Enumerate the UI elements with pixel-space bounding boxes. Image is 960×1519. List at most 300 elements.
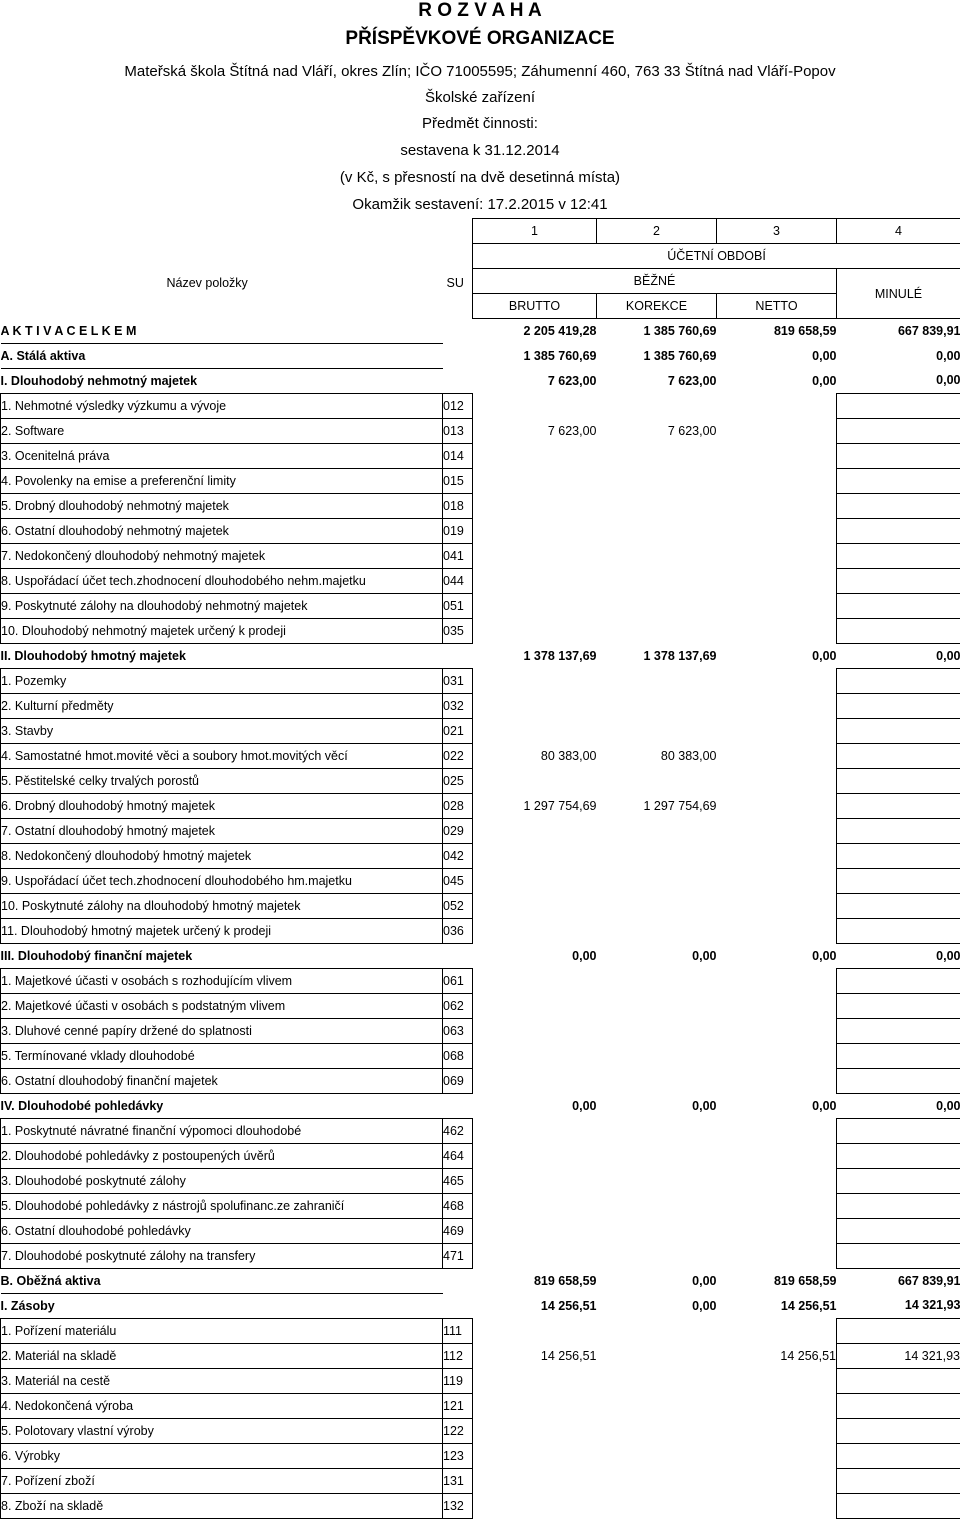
table-row xyxy=(1,1218,960,1243)
row-su: 044 xyxy=(443,568,473,593)
row-korekce: 7 623,00 xyxy=(597,368,717,393)
row-su: 068 xyxy=(443,1043,473,1068)
row-korekce xyxy=(597,1168,717,1193)
compiled-date-line: sestavena k 31.12.2014 xyxy=(0,142,960,160)
row-previous xyxy=(837,718,960,743)
row-su: 028 xyxy=(443,793,473,818)
row-netto xyxy=(717,593,837,618)
row-name: 3. Dlouhodobé poskytnuté zálohy xyxy=(1,1168,443,1193)
korekce-header: KOREKCE xyxy=(597,294,717,319)
row-previous: 0,00 xyxy=(837,368,960,393)
row-name: 4. Povolenky na emise a preferenční limity xyxy=(1,468,443,493)
row-netto xyxy=(717,1068,837,1093)
row-netto xyxy=(717,543,837,568)
column-header-su: SU xyxy=(447,271,464,295)
row-previous xyxy=(837,1143,960,1168)
row-previous xyxy=(837,768,960,793)
units-line: (v Kč, s přesností na dvě desetinná místa) xyxy=(0,169,960,187)
table-row xyxy=(1,518,960,543)
row-previous xyxy=(837,493,960,518)
row-previous xyxy=(837,1118,960,1143)
row-netto: 0,00 xyxy=(717,1093,837,1118)
row-su: 121 xyxy=(443,1393,473,1418)
row-korekce xyxy=(597,543,717,568)
row-previous xyxy=(837,1418,960,1443)
row-su xyxy=(443,943,473,968)
row-previous xyxy=(837,1168,960,1193)
row-su: 052 xyxy=(443,893,473,918)
row-previous xyxy=(837,418,960,443)
row-name: 10. Dlouhodobý nehmotný majetek určený k prodeji xyxy=(1,618,443,643)
row-name: 6. Výrobky xyxy=(1,1443,443,1468)
row-name: 11. Dlouhodobý hmotný majetek určený k prodeji xyxy=(1,918,443,943)
row-brutto xyxy=(473,1368,597,1393)
row-netto xyxy=(717,1193,837,1218)
row-name: 3. Materiál na cestě xyxy=(1,1368,443,1393)
row-brutto: 0,00 xyxy=(473,1093,597,1118)
row-korekce xyxy=(597,993,717,1018)
row-korekce: 1 385 760,69 xyxy=(597,343,717,368)
row-previous xyxy=(837,1393,960,1418)
row-korekce xyxy=(597,968,717,993)
row-previous xyxy=(837,918,960,943)
row-previous: 667 839,91 xyxy=(837,319,960,344)
table-row xyxy=(1,1193,960,1218)
row-name: 6. Drobný dlouhodobý hmotný majetek xyxy=(1,793,443,818)
row-brutto xyxy=(473,968,597,993)
table-row xyxy=(1,868,960,893)
compiled-moment-line: Okamžik sestavení: 17.2.2015 v 12:41 xyxy=(0,196,960,214)
row-brutto xyxy=(473,668,597,693)
row-name: 7. Ostatní dlouhodobý hmotný majetek xyxy=(1,818,443,843)
row-previous xyxy=(837,518,960,543)
row-korekce xyxy=(597,818,717,843)
table-row xyxy=(1,968,960,993)
row-korekce: 0,00 xyxy=(597,1293,717,1318)
row-netto xyxy=(717,1493,837,1518)
table-row xyxy=(1,1343,960,1368)
row-brutto: 14 256,51 xyxy=(473,1343,597,1368)
row-name: II. Dlouhodobý hmotný majetek xyxy=(1,643,443,668)
row-korekce xyxy=(597,618,717,643)
row-korekce xyxy=(597,1393,717,1418)
row-netto xyxy=(717,768,837,793)
row-previous xyxy=(837,743,960,768)
row-previous xyxy=(837,468,960,493)
row-su: 045 xyxy=(443,868,473,893)
row-name: 10. Poskytnuté zálohy na dlouhodobý hmotný majetek xyxy=(1,893,443,918)
table-row xyxy=(1,943,960,968)
row-previous xyxy=(837,443,960,468)
row-previous xyxy=(837,1493,960,1518)
row-name: 3. Stavby xyxy=(1,718,443,743)
row-name: 5. Termínované vklady dlouhodobé xyxy=(1,1043,443,1068)
row-su xyxy=(443,368,473,393)
table-row xyxy=(1,918,960,943)
row-su: 013 xyxy=(443,418,473,443)
row-su: 061 xyxy=(443,968,473,993)
table-row xyxy=(1,1043,960,1068)
row-brutto xyxy=(473,393,597,418)
row-brutto: 80 383,00 xyxy=(473,743,597,768)
row-brutto xyxy=(473,693,597,718)
row-previous: 0,00 xyxy=(837,643,960,668)
row-korekce xyxy=(597,1468,717,1493)
table-row xyxy=(1,443,960,468)
row-su: 042 xyxy=(443,843,473,868)
row-su: 123 xyxy=(443,1443,473,1468)
row-su: 132 xyxy=(443,1493,473,1518)
row-netto: 14 256,51 xyxy=(717,1343,837,1368)
row-korekce xyxy=(597,1243,717,1268)
row-su: 063 xyxy=(443,1018,473,1043)
row-brutto xyxy=(473,1318,597,1343)
table-row xyxy=(1,319,960,344)
row-name: 3. Dluhové cenné papíry držené do splatnosti xyxy=(1,1018,443,1043)
row-su: 036 xyxy=(443,918,473,943)
row-su: 112 xyxy=(443,1343,473,1368)
row-netto xyxy=(717,668,837,693)
row-name: 5. Polotovary vlastní výroby xyxy=(1,1418,443,1443)
row-netto xyxy=(717,1368,837,1393)
row-previous xyxy=(837,1243,960,1268)
row-netto xyxy=(717,1468,837,1493)
row-previous xyxy=(837,1368,960,1393)
row-korekce xyxy=(597,568,717,593)
row-su xyxy=(443,343,473,368)
activity-line: Předmět činnosti: xyxy=(0,115,960,133)
row-brutto xyxy=(473,1443,597,1468)
row-su xyxy=(443,643,473,668)
row-name: I. Dlouhodobý nehmotný majetek xyxy=(1,368,443,393)
row-su xyxy=(443,1268,473,1293)
row-netto xyxy=(717,1218,837,1243)
row-netto xyxy=(717,1143,837,1168)
row-previous: 0,00 xyxy=(837,343,960,368)
row-netto xyxy=(717,1443,837,1468)
row-korekce xyxy=(597,868,717,893)
row-su: 069 xyxy=(443,1068,473,1093)
row-su xyxy=(443,1293,473,1318)
row-brutto: 1 385 760,69 xyxy=(473,343,597,368)
table-row xyxy=(1,1393,960,1418)
row-netto xyxy=(717,743,837,768)
row-brutto xyxy=(473,568,597,593)
row-su: 019 xyxy=(443,518,473,543)
row-previous: 14 321,93 xyxy=(837,1293,960,1318)
table-row xyxy=(1,743,960,768)
row-brutto xyxy=(473,768,597,793)
row-su: 465 xyxy=(443,1168,473,1193)
current-period-header: BĚŽNÉ xyxy=(473,269,837,294)
row-previous xyxy=(837,1218,960,1243)
row-previous xyxy=(837,1193,960,1218)
row-brutto: 7 623,00 xyxy=(473,418,597,443)
table-row xyxy=(1,593,960,618)
row-brutto xyxy=(473,1118,597,1143)
row-su: 131 xyxy=(443,1468,473,1493)
row-su: 111 xyxy=(443,1318,473,1343)
row-name: 2. Majetkové účasti v osobách s podstatným vlivem xyxy=(1,993,443,1018)
row-korekce xyxy=(597,1043,717,1068)
table-row xyxy=(1,618,960,643)
row-brutto xyxy=(473,718,597,743)
table-row xyxy=(1,843,960,868)
row-brutto xyxy=(473,1393,597,1418)
row-name: 6. Ostatní dlouhodobý finanční majetek xyxy=(1,1068,443,1093)
row-previous xyxy=(837,1468,960,1493)
row-korekce xyxy=(597,843,717,868)
row-brutto xyxy=(473,618,597,643)
row-korekce: 0,00 xyxy=(597,943,717,968)
row-korekce xyxy=(597,468,717,493)
row-name: 9. Uspořádací účet tech.zhodnocení dlouhodobého hm.majetku xyxy=(1,868,443,893)
table-row xyxy=(1,718,960,743)
row-korekce: 7 623,00 xyxy=(597,418,717,443)
row-previous xyxy=(837,868,960,893)
row-netto xyxy=(717,493,837,518)
row-name: 2. Kulturní předměty xyxy=(1,693,443,718)
table-row xyxy=(1,1368,960,1393)
row-brutto xyxy=(473,443,597,468)
row-name: 2. Software xyxy=(1,418,443,443)
row-netto xyxy=(717,518,837,543)
row-name: IV. Dlouhodobé pohledávky xyxy=(1,1093,443,1118)
row-previous xyxy=(837,1068,960,1093)
table-row xyxy=(1,993,960,1018)
row-su: 029 xyxy=(443,818,473,843)
row-korekce xyxy=(597,1018,717,1043)
row-previous xyxy=(837,568,960,593)
column-number-1: 1 xyxy=(473,219,597,244)
row-brutto xyxy=(473,893,597,918)
row-netto xyxy=(717,968,837,993)
table-row xyxy=(1,793,960,818)
row-previous xyxy=(837,1043,960,1068)
row-name: 5. Dlouhodobé pohledávky z nástrojů spolufinanc.ze zahraničí xyxy=(1,1193,443,1218)
row-su: 032 xyxy=(443,693,473,718)
row-name: 5. Pěstitelské celky trvalých porostů xyxy=(1,768,443,793)
table-row xyxy=(1,1143,960,1168)
row-previous xyxy=(837,818,960,843)
organization-line: Mateřská škola Štítná nad Vláří, okres Zlín; IČO 71005595; Záhumenní 460, 763 33 Štítná nad Vláří-Popov xyxy=(0,63,960,81)
column-number-3: 3 xyxy=(717,219,837,244)
row-netto xyxy=(717,1043,837,1068)
row-previous xyxy=(837,693,960,718)
row-previous xyxy=(837,668,960,693)
row-netto xyxy=(717,843,837,868)
row-name: 2. Dlouhodobé pohledávky z postoupených úvěrů xyxy=(1,1143,443,1168)
row-name: 1. Poskytnuté návratné finanční výpomoci dlouhodobé xyxy=(1,1118,443,1143)
row-name: 6. Ostatní dlouhodobý nehmotný majetek xyxy=(1,518,443,543)
row-netto xyxy=(717,393,837,418)
row-korekce xyxy=(597,718,717,743)
table-body xyxy=(1,319,960,1519)
row-netto xyxy=(717,618,837,643)
row-korekce: 80 383,00 xyxy=(597,743,717,768)
previous-period-header: MINULÉ xyxy=(837,269,960,319)
row-name: B. Oběžná aktiva xyxy=(1,1268,443,1293)
row-name: 1. Pořízení materiálu xyxy=(1,1318,443,1343)
row-su xyxy=(443,1093,473,1118)
row-su: 022 xyxy=(443,743,473,768)
row-previous xyxy=(837,968,960,993)
row-brutto xyxy=(473,1493,597,1518)
row-previous xyxy=(837,593,960,618)
row-su: 015 xyxy=(443,468,473,493)
row-name: 6. Ostatní dlouhodobé pohledávky xyxy=(1,1218,443,1243)
row-netto xyxy=(717,1118,837,1143)
table-row xyxy=(1,1068,960,1093)
row-korekce xyxy=(597,1318,717,1343)
row-brutto xyxy=(473,593,597,618)
row-netto: 0,00 xyxy=(717,368,837,393)
row-name: 8. Zboží na skladě xyxy=(1,1493,443,1518)
row-su: 122 xyxy=(443,1418,473,1443)
document-subtitle: PŘÍSPĚVKOVÉ ORGANIZACE xyxy=(0,28,960,50)
row-su: 062 xyxy=(443,993,473,1018)
row-name: 3. Ocenitelná práva xyxy=(1,443,443,468)
table-row xyxy=(1,1293,960,1318)
table-row xyxy=(1,368,960,393)
row-previous: 0,00 xyxy=(837,943,960,968)
row-korekce xyxy=(597,1443,717,1468)
row-korekce: 1 378 137,69 xyxy=(597,643,717,668)
column-header-name: Název položky xyxy=(167,271,248,295)
row-previous: 667 839,91 xyxy=(837,1268,960,1293)
column-number-2: 2 xyxy=(597,219,717,244)
row-brutto xyxy=(473,1418,597,1443)
row-korekce xyxy=(597,1218,717,1243)
table-header xyxy=(1,219,960,319)
row-korekce xyxy=(597,1118,717,1143)
row-previous xyxy=(837,1443,960,1468)
row-brutto: 1 378 137,69 xyxy=(473,643,597,668)
row-name: 9. Poskytnuté zálohy na dlouhodobý nehmotný majetek xyxy=(1,593,443,618)
row-korekce xyxy=(597,768,717,793)
table-row xyxy=(1,643,960,668)
row-previous xyxy=(837,843,960,868)
row-previous xyxy=(837,393,960,418)
row-brutto xyxy=(473,543,597,568)
row-netto xyxy=(717,468,837,493)
row-netto xyxy=(717,443,837,468)
row-netto xyxy=(717,793,837,818)
row-brutto: 7 623,00 xyxy=(473,368,597,393)
row-netto xyxy=(717,1168,837,1193)
row-name: 2. Materiál na skladě xyxy=(1,1343,443,1368)
row-previous xyxy=(837,1318,960,1343)
table-row xyxy=(1,693,960,718)
table-row xyxy=(1,1093,960,1118)
row-netto: 14 256,51 xyxy=(717,1293,837,1318)
row-previous: 14 321,93 xyxy=(837,1343,960,1368)
row-su: 469 xyxy=(443,1218,473,1243)
row-brutto xyxy=(473,1243,597,1268)
row-netto xyxy=(717,418,837,443)
row-previous xyxy=(837,993,960,1018)
row-brutto xyxy=(473,518,597,543)
table-row xyxy=(1,768,960,793)
table-row xyxy=(1,1468,960,1493)
row-previous xyxy=(837,793,960,818)
table-row xyxy=(1,568,960,593)
row-name: 1. Pozemky xyxy=(1,668,443,693)
table-row xyxy=(1,493,960,518)
row-korekce: 0,00 xyxy=(597,1093,717,1118)
row-netto xyxy=(717,818,837,843)
table-row xyxy=(1,1018,960,1043)
row-su: 025 xyxy=(443,768,473,793)
row-netto: 819 658,59 xyxy=(717,319,837,344)
row-su: 471 xyxy=(443,1243,473,1268)
row-su: 041 xyxy=(443,543,473,568)
row-brutto xyxy=(473,468,597,493)
row-korekce xyxy=(597,668,717,693)
table-row xyxy=(1,543,960,568)
row-su: 035 xyxy=(443,618,473,643)
table-row xyxy=(1,418,960,443)
table-row xyxy=(1,893,960,918)
table-row xyxy=(1,1168,960,1193)
row-name: III. Dlouhodobý finanční majetek xyxy=(1,943,443,968)
row-name: 7. Dlouhodobé poskytnuté zálohy na transfery xyxy=(1,1243,443,1268)
row-brutto: 1 297 754,69 xyxy=(473,793,597,818)
row-su: 462 xyxy=(443,1118,473,1143)
row-previous xyxy=(837,1018,960,1043)
row-su: 031 xyxy=(443,668,473,693)
row-korekce xyxy=(597,893,717,918)
row-netto: 0,00 xyxy=(717,643,837,668)
row-korekce: 1 385 760,69 xyxy=(597,319,717,344)
row-brutto xyxy=(473,868,597,893)
document-title: R O Z V A H A xyxy=(0,0,960,22)
row-name: 8. Nedokončený dlouhodobý hmotný majetek xyxy=(1,843,443,868)
row-korekce xyxy=(597,443,717,468)
row-brutto xyxy=(473,818,597,843)
row-brutto xyxy=(473,1193,597,1218)
row-name: 4. Samostatné hmot.movité věci a soubory hmot.movitých věcí xyxy=(1,743,443,768)
table-row xyxy=(1,818,960,843)
table-row xyxy=(1,1443,960,1468)
table-row xyxy=(1,1493,960,1518)
row-korekce xyxy=(597,693,717,718)
row-netto: 0,00 xyxy=(717,343,837,368)
row-netto: 819 658,59 xyxy=(717,1268,837,1293)
brutto-header: BRUTTO xyxy=(473,294,597,319)
row-brutto xyxy=(473,843,597,868)
row-netto xyxy=(717,1418,837,1443)
column-number-4: 4 xyxy=(837,219,960,244)
row-name: A K T I V A C E L K E M xyxy=(1,319,443,344)
row-name: A. Stálá aktiva xyxy=(1,343,443,368)
row-name: 1. Nehmotné výsledky výzkumu a vývoje xyxy=(1,393,443,418)
table-row xyxy=(1,393,960,418)
row-korekce xyxy=(597,493,717,518)
row-name: 7. Pořízení zboží xyxy=(1,1468,443,1493)
row-korekce xyxy=(597,593,717,618)
row-netto: 0,00 xyxy=(717,943,837,968)
row-netto xyxy=(717,868,837,893)
row-previous xyxy=(837,618,960,643)
row-korekce xyxy=(597,1143,717,1168)
row-brutto xyxy=(473,1018,597,1043)
row-korekce xyxy=(597,1418,717,1443)
row-su: 018 xyxy=(443,493,473,518)
row-su xyxy=(443,319,473,344)
row-netto xyxy=(717,1243,837,1268)
table-row xyxy=(1,1243,960,1268)
